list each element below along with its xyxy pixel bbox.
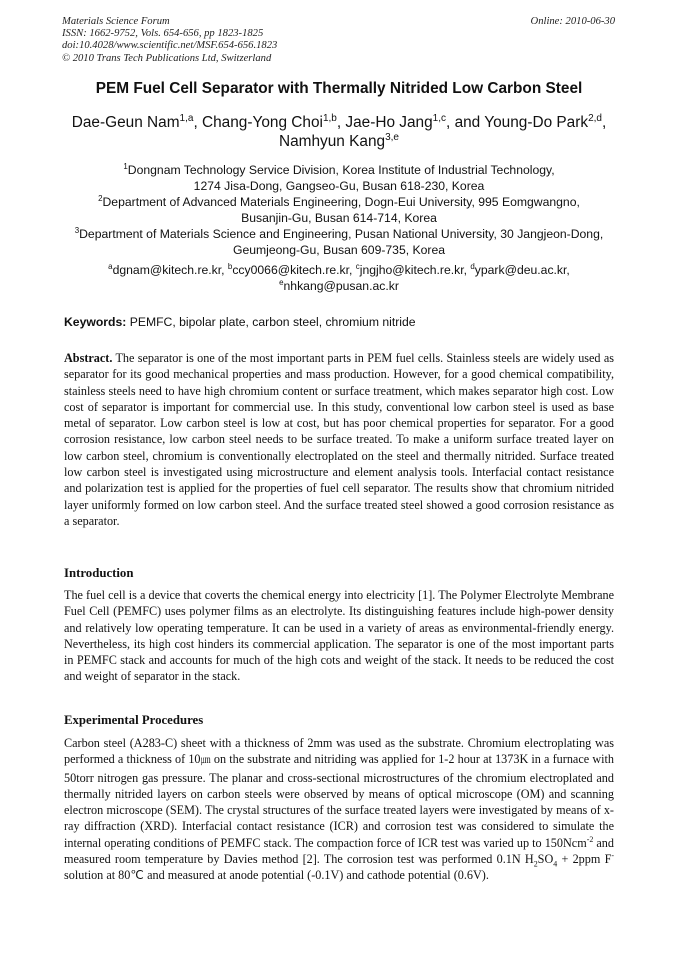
email-superscript: a (108, 261, 113, 271)
author-name: Namhyun Kang (279, 133, 386, 150)
email-superscript: c (355, 261, 360, 271)
text-run: SO (537, 852, 554, 867)
affiliation-2 (40, 194, 638, 210)
author-superscript: 3,e (385, 131, 399, 143)
author-name: Chang-Yong Choi (202, 114, 323, 131)
affiliation-text: Department of Materials Science and Engineering, Pusan National University, 30 Jangjeon-Dong, (79, 227, 604, 242)
doi-line[interactable]: doi:10.4028/www.scientific.net/MSF.654-656.1823 (62, 40, 278, 52)
author-emails (40, 263, 638, 295)
affiliation-number: 2 (98, 194, 103, 204)
email-line-2 (40, 279, 638, 295)
text-run: and measured room temperature by Davies method [2]. The corrosion test was performed 0.1N H (64, 835, 614, 867)
author-superscript: 2,d (588, 112, 602, 124)
text-run: on the substrate and nitriding was applied for 1-2 hour at 1373K in a furnace with 50torr nitrogen gas pressure. The planar and cross-sectional microstructures of the chromium electroplated and thermally nitrided layers on carbon steels were observed by means of optical microscope (OM) and scanning electron microscope (SEM). The crystal structures of the surface treated layers were investigated by means of x-ray diffraction (XRD). Interfacial contact resistance (ICR) and corrosion test was considered to simulate the internal operating conditions of PEMFC stack. The compaction force of ICR test was varied up to 150Ncm (64, 752, 614, 850)
journal-name: Materials Science Forum (62, 16, 170, 27)
issn-line: ISSN: 1662-9752, Vols. 654-656, pp 1823-1825 (62, 28, 264, 40)
keywords-label: Keywords: (64, 315, 127, 329)
author-superscript: 1,b (322, 112, 337, 124)
email-link[interactable]: ypark@deu.ac.kr, (474, 263, 570, 277)
author-list (40, 113, 638, 151)
journal-header (62, 16, 277, 65)
superscript: - (611, 851, 614, 861)
author-separator: , (601, 114, 607, 131)
affiliation-text: Department of Advanced Materials Engineering, Dogn-Eui University, 995 Eomgwangno, (102, 195, 580, 210)
affiliation-3-cont: Geumjeong-Gu, Busan 609-735, Korea (232, 243, 446, 258)
affiliation-2-cont: Busanjin-Gu, Busan 614-714, Korea (241, 211, 437, 226)
affiliation-1 (40, 162, 638, 178)
subscript: 2 (533, 859, 538, 869)
section-heading-experimental: Experimental Procedures (64, 713, 204, 727)
affiliation-text: Dongnam Technology Service Division, Korea Institute of Industrial Technology, (127, 163, 555, 177)
email-link[interactable]: jngjho@kitech.re.kr, (359, 263, 471, 277)
email-superscript: d (470, 261, 475, 271)
author-separator: , and (446, 114, 485, 131)
online-date: Online: 2010-06-30 (530, 16, 615, 27)
email-superscript: e (279, 277, 284, 287)
text-run: solution at 80℃ and measured at anode potential (-0.1V) and cathode potential (0.6V). (64, 868, 489, 883)
email-line-1 (40, 263, 638, 279)
affiliation-1-cont: 1274 Jisa-Dong, Gangseo-Gu, Busan 618-230, Korea (193, 179, 485, 194)
author-separator: , (193, 114, 202, 131)
copyright-line: © 2010 Trans Tech Publications Ltd, Switzerland (62, 52, 272, 64)
text-run: + 2ppm F (557, 852, 612, 867)
author-name: Jae-Ho Jang (345, 114, 433, 131)
keywords (64, 315, 614, 329)
abstract-text: The separator is one of the most important parts in PEM fuel cells. Stainless steels are widely used as separator for its good mechanical properties and mass production. However, for a good chemical compatibility, stainless steels need to have high chromium content or surface treatment, which makes separator high cost. Low cost of separator is important for commercial use. In this study, conventional low carbon steel is used as base metal of separator. Low carbon steel is low at cost, but has poor chemical properties for separator. For a good corrosion resistance, low carbon steel needs to be surface treated. To make a uniform surface treated layer on low carbon steel, chromium is conventionally electroplated on the steel and thermally nitrided. Surface treated low carbon steel is investigated using microstructure and element analysis tools. Interfacial contact resistance and polarization test is applied for the properties of fuel cell separator. The results show that chromium nitrided layer uniformly formed on low carbon steel. And the surface treated steel showed a good corrosion resistance as a separator. (64, 351, 614, 528)
author-name: Young-Do Park (484, 114, 589, 131)
affiliations (40, 162, 638, 259)
experimental-text (64, 735, 614, 884)
affiliation-number: 1 (123, 161, 128, 171)
affiliation-number: 3 (74, 226, 80, 236)
author-name: Dae-Geun Nam (71, 114, 180, 131)
abstract-label: Abstract. (64, 351, 113, 365)
abstract (64, 350, 614, 529)
paper-title: PEM Fuel Cell Separator with Thermally Nitrided Low Carbon Steel (95, 80, 583, 97)
keywords-text: PEMFC, bipolar plate, carbon steel, chromium nitride (126, 315, 416, 329)
author-separator: , (336, 114, 346, 131)
email-link[interactable]: ccy0066@kitech.re.kr, (232, 263, 356, 277)
subscript: 4 (553, 859, 558, 869)
author-superscript: 1,a (179, 112, 194, 124)
email-link[interactable]: nhkang@pusan.ac.kr (283, 278, 399, 293)
email-link[interactable]: dgnam@kitech.re.kr, (112, 263, 228, 277)
author-superscript: 1,c (432, 112, 447, 124)
affiliation-3 (40, 226, 638, 242)
superscript: -2 (586, 834, 594, 844)
email-superscript: b (227, 261, 233, 271)
text-run: Carbon steel (A283-C) sheet with a thickness of 2mm was used as the substrate. Chromium electroplating was performed a thickness of 10 (64, 736, 614, 767)
section-heading-introduction: Introduction (64, 566, 134, 580)
micrometer-symbol: ㎛ (200, 755, 211, 767)
introduction-text: The fuel cell is a device that coverts the chemical energy into electricity [1]. The Polymer Electrolyte Membrane Fuel Cell (PEMFC) uses polymer films as an electrolyte. Its distinguishing features include high-power density and relatively low operating temperature. It can be used in a variety of areas as environmental-friendly energy. Nevertheless, its high cost hinders its commercial application. The separator is one of the most important parts in PEMFC stack and accounts for much of the high cots and weight of the stack. It needs to be reduced the cost and weight of separator in the stack. (64, 588, 614, 684)
